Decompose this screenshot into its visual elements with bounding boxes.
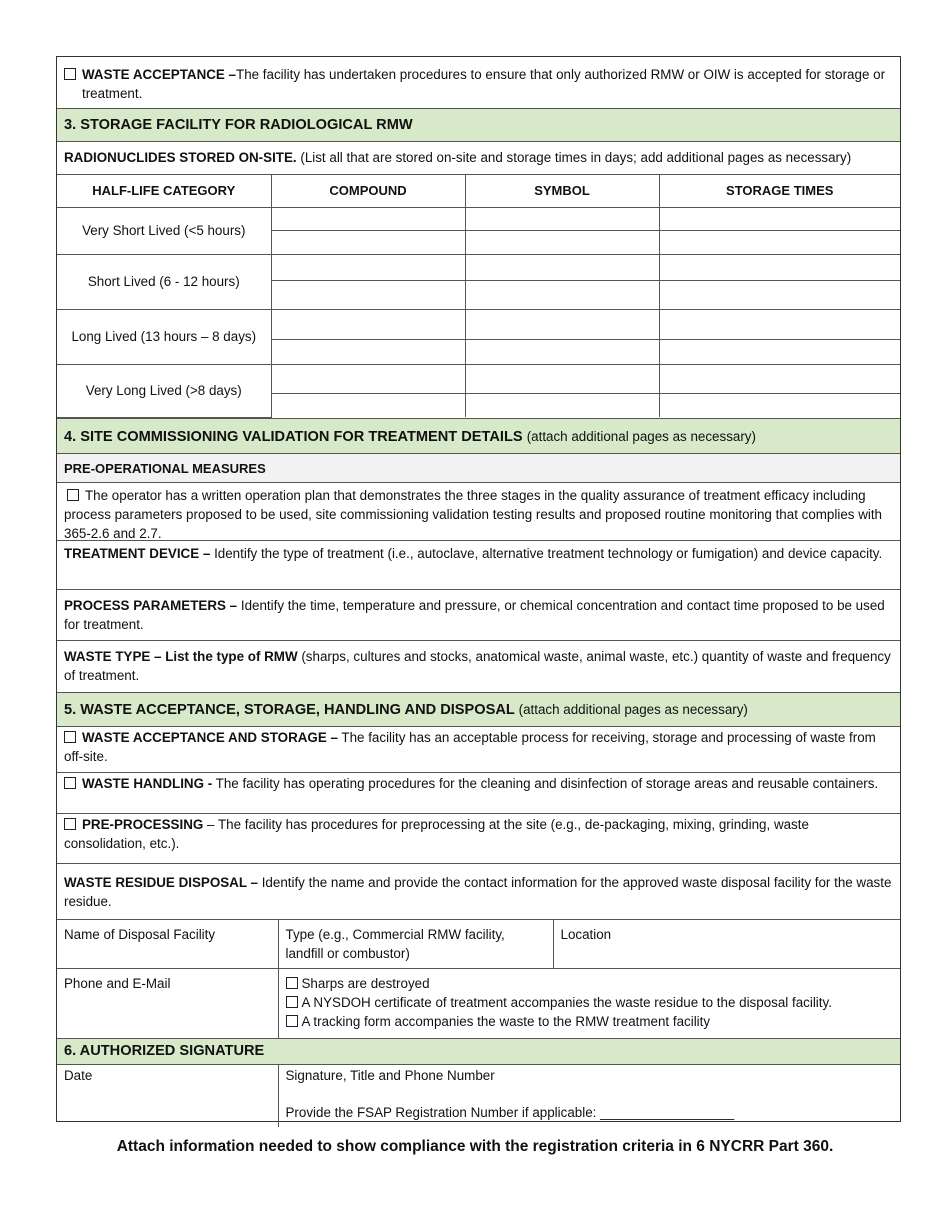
category-long: Long Lived (13 hours – 8 days) bbox=[57, 309, 271, 364]
table-cell-input[interactable] bbox=[271, 280, 465, 309]
process-parameters-title: PROCESS PARAMETERS – bbox=[64, 598, 238, 613]
signature-field[interactable] bbox=[278, 1065, 900, 1127]
section4-heading-note: (attach additional pages as necessary) bbox=[526, 429, 756, 444]
footer-note: Attach information needed to show compliance with the registration criteria in 6 NYCRR Part 360. bbox=[116, 1138, 834, 1155]
sharps-text: Sharps are destroyed bbox=[301, 976, 430, 991]
radionuclides-table-wrap bbox=[57, 175, 900, 419]
pre-processing-title: PRE-PROCESSING bbox=[82, 817, 204, 832]
radionuclides-table bbox=[57, 175, 900, 418]
table-cell-input[interactable] bbox=[271, 254, 465, 280]
waste-type-text: (sharps, cultures and stocks, anatomical waste, animal waste, etc.) quantity of waste and frequency of treatment. bbox=[64, 649, 891, 683]
waste-handling-title: WASTE HANDLING - bbox=[82, 776, 213, 791]
section3-heading-text: 3. STORAGE FACILITY FOR RADIOLOGICAL RMW bbox=[64, 117, 413, 133]
table-cell-input[interactable] bbox=[271, 309, 465, 339]
signature-table bbox=[57, 1065, 900, 1127]
signature-table-wrap bbox=[57, 1065, 900, 1121]
waste-handling-text: The facility has operating procedures for the cleaning and disinfection of storage areas and reusable containers. bbox=[215, 776, 879, 791]
tracking-checkbox[interactable] bbox=[286, 1015, 298, 1027]
residue-disposal-row bbox=[57, 864, 900, 920]
table-cell-input[interactable] bbox=[659, 393, 900, 417]
pre-processing-row bbox=[57, 814, 900, 864]
section5-heading-note: (attach additional pages as necessary) bbox=[518, 702, 748, 717]
pre-processing-text: – The facility has procedures for preprocessing at the site (e.g., de-packaging, mixing, grinding, waste consolidation, etc.). bbox=[64, 817, 809, 851]
disposal-type-label[interactable]: Type (e.g., Commercial RMW facility, landfill or combustor) bbox=[278, 920, 553, 969]
check-certificate bbox=[286, 993, 894, 1012]
table-cell-input[interactable] bbox=[465, 254, 659, 280]
waste-handling-checkbox[interactable] bbox=[64, 777, 76, 789]
check-sharps bbox=[286, 974, 894, 993]
disposal-location-label[interactable]: Location bbox=[553, 920, 900, 969]
col-half-life: HALF-LIFE CATEGORY bbox=[57, 175, 271, 207]
col-storage-times: STORAGE TIMES bbox=[659, 175, 900, 207]
table-cell-input[interactable] bbox=[465, 364, 659, 393]
waste-acceptance-title: WASTE ACCEPTANCE – bbox=[82, 67, 237, 82]
section3-heading bbox=[57, 109, 900, 142]
table-cell-input[interactable] bbox=[271, 339, 465, 364]
treatment-device-row bbox=[57, 541, 900, 590]
fsap-label: Provide the FSAP Registration Number if applicable: __________________ bbox=[285, 1105, 735, 1120]
table-cell-input[interactable] bbox=[659, 364, 900, 393]
phone-email-label[interactable]: Phone and E-Mail bbox=[57, 969, 278, 1045]
check-tracking bbox=[286, 1012, 894, 1031]
radionuclides-row bbox=[57, 142, 900, 175]
process-parameters-text: Identify the time, temperature and pressure, or chemical concentration and contact time proposed to be used for treatment. bbox=[64, 598, 885, 632]
section4-heading-text: 4. SITE COMMISSIONING VALIDATION FOR TREATMENT DETAILS bbox=[64, 429, 523, 445]
table-cell-input[interactable] bbox=[271, 230, 465, 254]
table-cell-input[interactable] bbox=[465, 393, 659, 417]
residue-disposal-title: WASTE RESIDUE DISPOSAL – bbox=[64, 875, 258, 890]
registration-form bbox=[56, 56, 901, 1122]
signature-label: Signature, Title and Phone Number bbox=[285, 1068, 495, 1083]
certificate-checkbox[interactable] bbox=[286, 996, 298, 1008]
table-cell-input[interactable] bbox=[271, 393, 465, 417]
section6-heading bbox=[57, 1039, 900, 1065]
table-cell-input[interactable] bbox=[465, 280, 659, 309]
table-cell-input[interactable] bbox=[271, 364, 465, 393]
operator-plan-row bbox=[57, 483, 900, 541]
radionuclides-title: RADIONUCLIDES STORED ON-SITE. bbox=[64, 150, 297, 165]
table-cell-input[interactable] bbox=[465, 230, 659, 254]
waste-acceptance-checkbox[interactable] bbox=[64, 68, 76, 80]
col-compound: COMPOUND bbox=[271, 175, 465, 207]
waste-type-row bbox=[57, 641, 900, 693]
treatment-device-title: TREATMENT DEVICE – bbox=[64, 546, 211, 561]
disposal-table bbox=[57, 920, 900, 1045]
disposal-name-label[interactable]: Name of Disposal Facility bbox=[57, 920, 278, 969]
table-cell-input[interactable] bbox=[659, 230, 900, 254]
disposal-table-wrap bbox=[57, 920, 900, 1039]
radionuclides-text: (List all that are stored on-site and storage times in days; add additional pages as necessary) bbox=[300, 150, 852, 165]
waste-acceptance-text: The facility has undertaken procedures to ensure that only authorized RMW or OIW is accepted for storage or treatment. bbox=[82, 67, 886, 101]
col-symbol: SYMBOL bbox=[465, 175, 659, 207]
table-cell-input[interactable] bbox=[659, 207, 900, 230]
waste-acceptance-row bbox=[57, 57, 900, 109]
disposal-checklist bbox=[278, 969, 900, 1045]
section5-heading-text: 5. WASTE ACCEPTANCE, STORAGE, HANDLING AND DISPOSAL bbox=[64, 702, 515, 718]
table-cell-input[interactable] bbox=[659, 280, 900, 309]
certificate-text: A NYSDOH certificate of treatment accompanies the waste residue to the disposal facility. bbox=[301, 995, 832, 1010]
acceptance-storage-text: The facility has an acceptable process for receiving, storage and processing of waste from off-site. bbox=[64, 730, 876, 764]
sharps-checkbox[interactable] bbox=[286, 977, 298, 989]
pre-operational-text: PRE-OPERATIONAL MEASURES bbox=[64, 461, 266, 476]
operator-plan-checkbox[interactable] bbox=[67, 489, 79, 501]
section5-heading bbox=[57, 693, 900, 727]
category-very-short: Very Short Lived (<5 hours) bbox=[57, 207, 271, 254]
section6-heading-text: 6. AUTHORIZED SIGNATURE bbox=[64, 1043, 265, 1059]
category-short: Short Lived (6 - 12 hours) bbox=[57, 254, 271, 309]
table-cell-input[interactable] bbox=[465, 207, 659, 230]
process-parameters-row bbox=[57, 590, 900, 641]
section4-heading bbox=[57, 419, 900, 454]
table-cell-input[interactable] bbox=[659, 254, 900, 280]
table-cell-input[interactable] bbox=[271, 207, 465, 230]
date-field[interactable] bbox=[57, 1065, 278, 1127]
date-label: Date bbox=[64, 1068, 93, 1083]
category-very-long: Very Long Lived (>8 days) bbox=[57, 364, 271, 417]
acceptance-storage-checkbox[interactable] bbox=[64, 731, 76, 743]
operator-plan-text: The operator has a written operation plan that demonstrates the three stages in the quality assurance of treatment efficacy including process parameters proposed to be used, site commissioning validation testing results and proposed routine monitoring that complies with 365-2.6 and 2.7. bbox=[64, 488, 883, 541]
pre-operational-heading bbox=[57, 454, 900, 483]
residue-disposal-text: Identify the name and provide the contact information for the approved waste disposal facility for the waste residue. bbox=[64, 875, 892, 909]
acceptance-storage-row bbox=[57, 727, 900, 773]
table-cell-input[interactable] bbox=[659, 339, 900, 364]
waste-type-title: WASTE TYPE – List the type of RMW bbox=[64, 649, 298, 664]
tracking-text: A tracking form accompanies the waste to the RMW treatment facility bbox=[301, 1014, 711, 1029]
waste-handling-row bbox=[57, 773, 900, 814]
table-cell-input[interactable] bbox=[465, 339, 659, 364]
pre-processing-checkbox[interactable] bbox=[64, 818, 76, 830]
treatment-device-text: Identify the type of treatment (i.e., autoclave, alternative treatment technology or fumigation) and device capacity. bbox=[214, 546, 883, 561]
table-cell-input[interactable] bbox=[465, 309, 659, 339]
table-cell-input[interactable] bbox=[659, 309, 900, 339]
acceptance-storage-title: WASTE ACCEPTANCE AND STORAGE – bbox=[82, 730, 338, 745]
